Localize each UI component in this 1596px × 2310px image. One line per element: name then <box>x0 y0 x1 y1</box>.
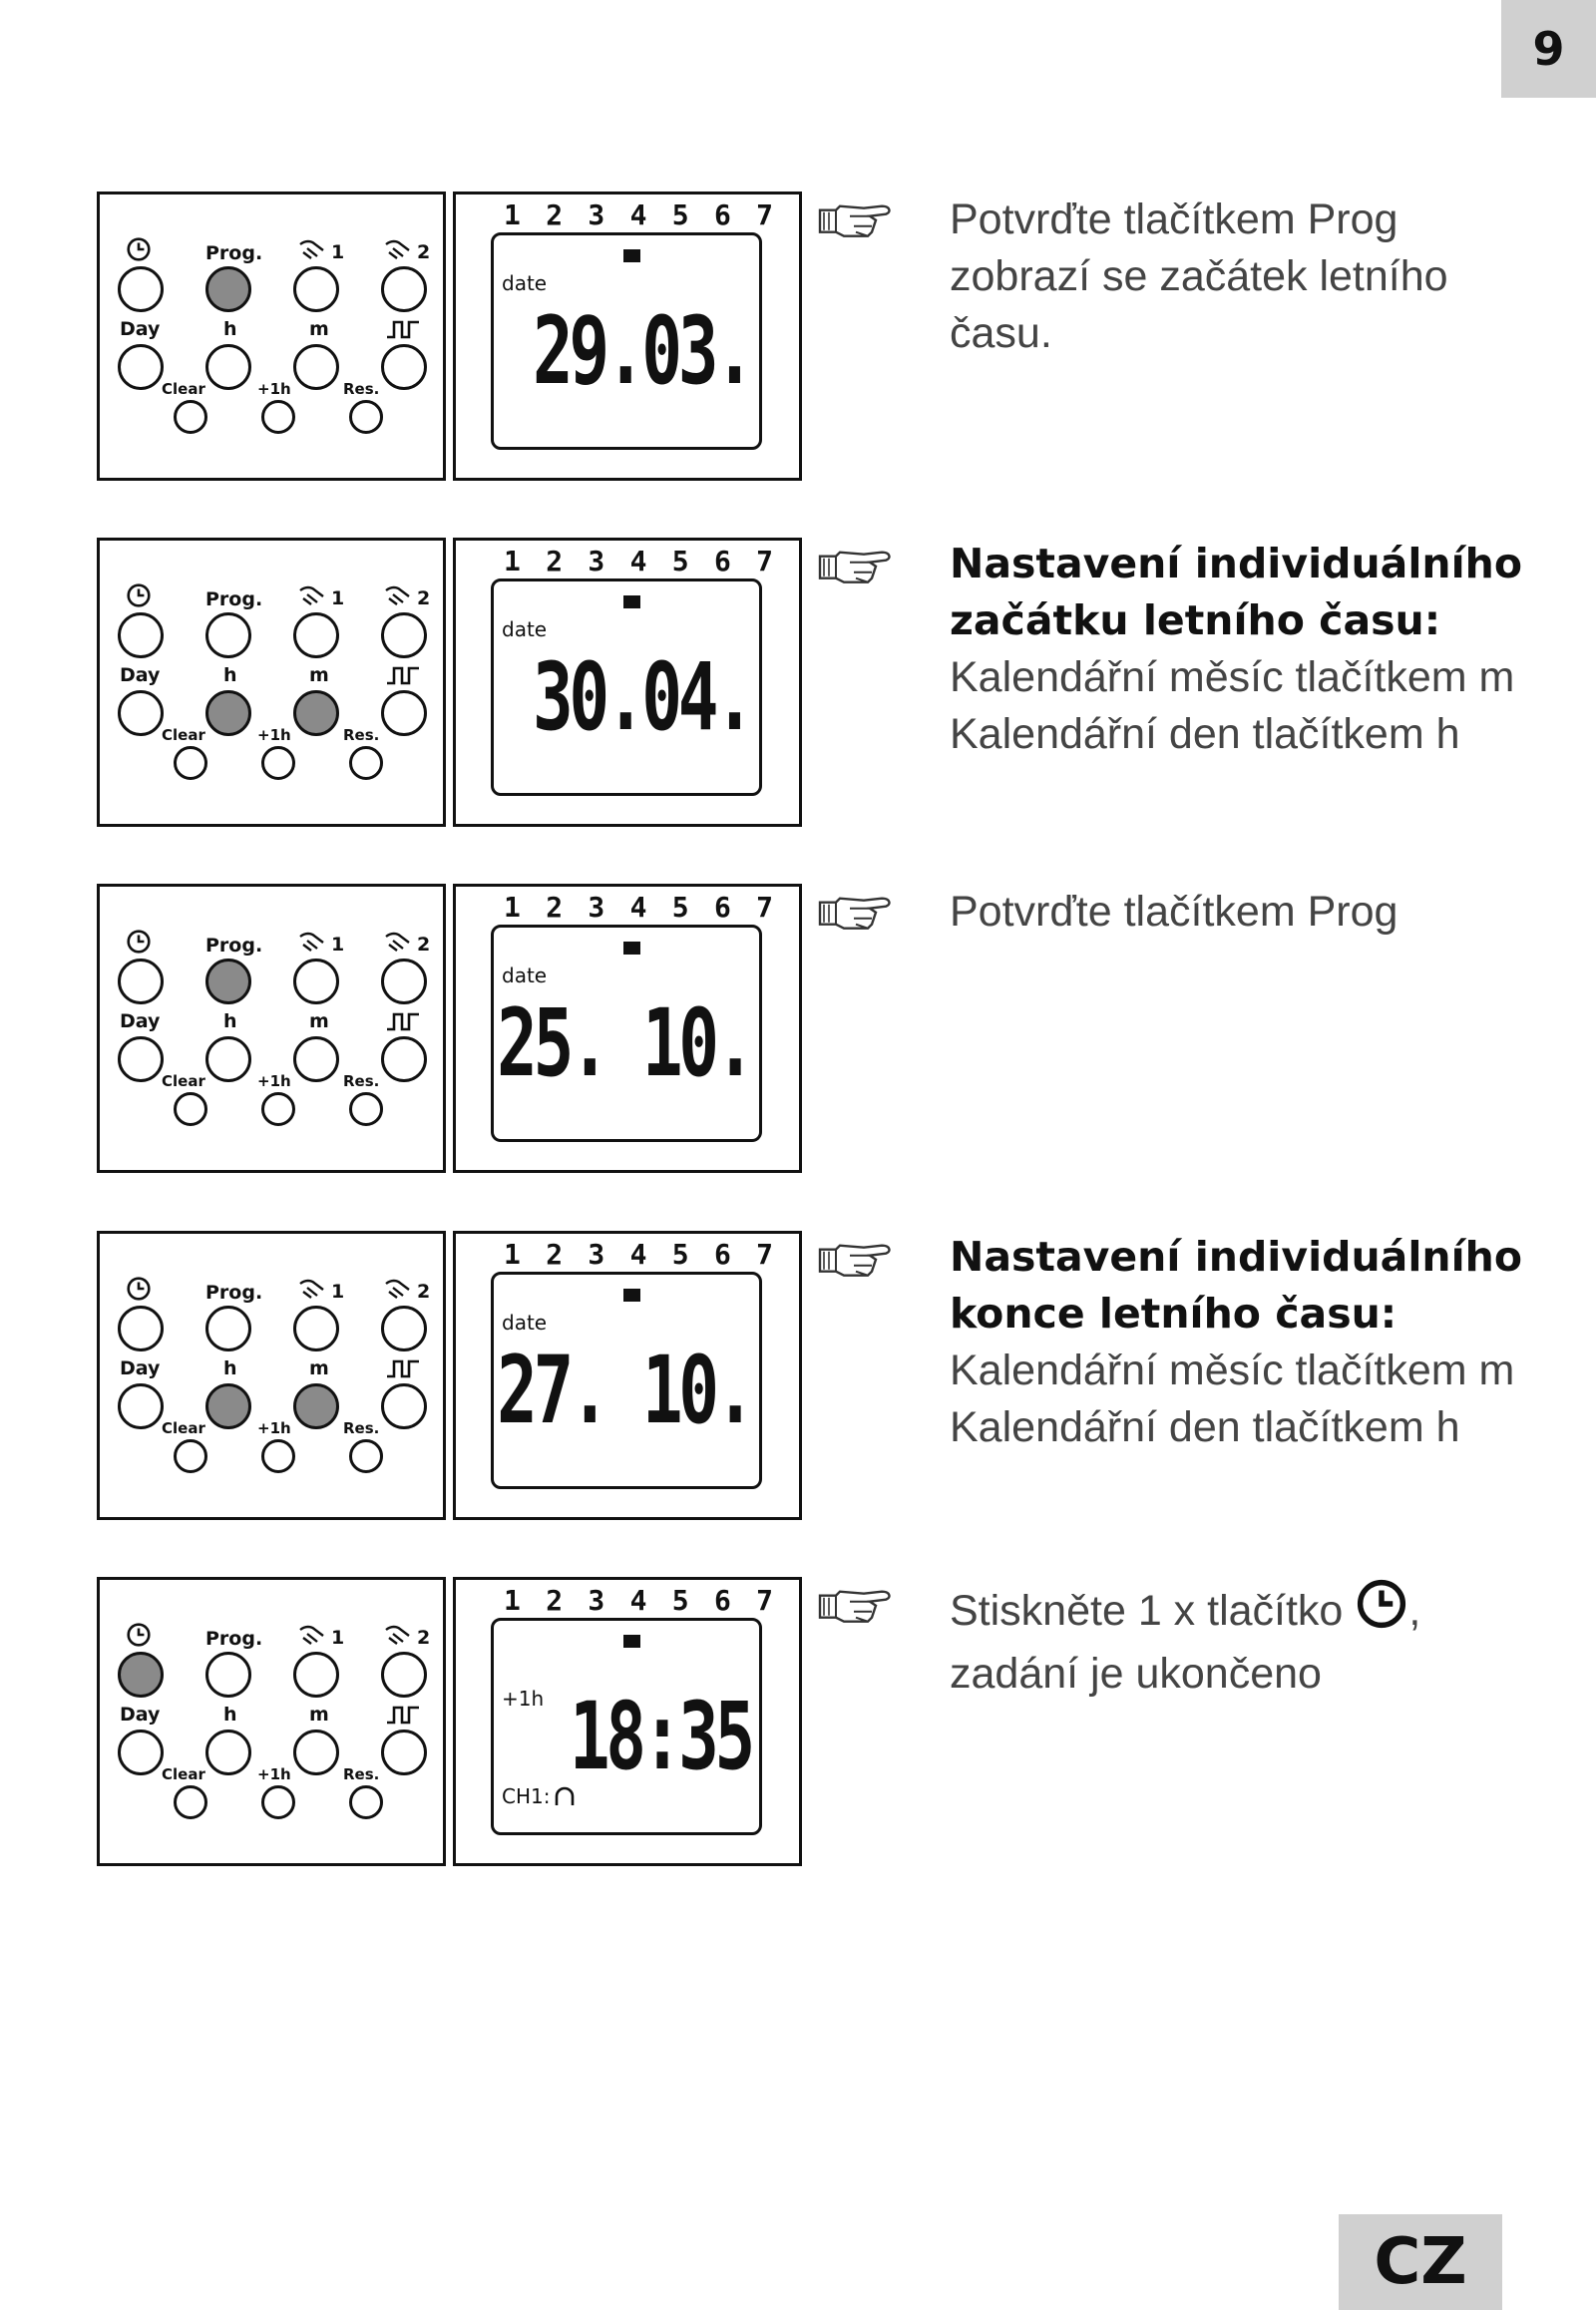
plus1h-label: +1h <box>257 1765 291 1783</box>
plus1h-button[interactable] <box>261 746 295 780</box>
res-label: Res. <box>343 1072 380 1090</box>
step-text <box>950 192 1568 362</box>
day-label: Day <box>120 1010 161 1032</box>
lcd-digits: 18:35 <box>569 1683 751 1791</box>
day-indicator <box>623 942 640 955</box>
day-indicator <box>623 1635 640 1648</box>
prog-button[interactable] <box>205 612 251 658</box>
weekday-number: 6 <box>713 1238 731 1271</box>
prog-button[interactable] <box>205 266 251 312</box>
step-line: času. <box>950 309 1052 357</box>
clear-button[interactable] <box>174 1785 207 1819</box>
step-line: zobrazí se začátek letního <box>950 252 1448 300</box>
m-button[interactable] <box>293 1036 339 1082</box>
step-heading: začátku letního času: <box>950 596 1441 644</box>
plus1h-label: +1h <box>257 1072 291 1090</box>
weekday-row <box>504 891 773 924</box>
weekday-number: 2 <box>546 1584 564 1617</box>
pulse-icon <box>385 1010 421 1037</box>
weekday-number: 7 <box>756 545 773 578</box>
lcd-panel <box>453 884 802 1173</box>
step-heading: Nastavení individuálního <box>950 1233 1522 1281</box>
clock-icon <box>126 236 152 267</box>
clock-icon <box>1355 1577 1408 1646</box>
hand1-button[interactable] <box>293 266 339 312</box>
lcd-label: +1h <box>502 1687 545 1711</box>
res-label: Res. <box>343 1419 380 1437</box>
m-label: m <box>309 1357 329 1379</box>
h-label: h <box>223 1704 237 1726</box>
res-button[interactable] <box>349 1092 383 1126</box>
step-line: Kalendářní měsíc tlačítkem m <box>950 1347 1515 1394</box>
step-line: zadání je ukončeno <box>950 1650 1322 1698</box>
prog-label: Prog. <box>205 588 263 610</box>
hand-icon <box>383 584 417 611</box>
page-number: 9 <box>1501 0 1596 98</box>
step-2 <box>0 538 1596 837</box>
day-button[interactable] <box>118 1036 164 1082</box>
weekday-number: 4 <box>629 545 647 578</box>
res-label: Res. <box>343 380 380 398</box>
step-4 <box>0 1231 1596 1530</box>
clear-button[interactable] <box>174 1092 207 1126</box>
hand-icon <box>297 584 331 611</box>
clear-button[interactable] <box>174 1439 207 1473</box>
weekday-number: 3 <box>588 198 605 231</box>
m-label: m <box>309 1704 329 1726</box>
hand1-button[interactable] <box>293 1652 339 1698</box>
step-1 <box>0 192 1596 491</box>
pointing-hand-icon <box>816 201 908 241</box>
pulse-button[interactable] <box>381 1383 427 1429</box>
weekday-number: 1 <box>504 545 521 578</box>
weekday-number: 7 <box>756 1238 773 1271</box>
plus1h-label: +1h <box>257 380 291 398</box>
h-button[interactable] <box>205 344 251 390</box>
step-line: Potvrďte tlačítkem Prog <box>950 195 1398 243</box>
step-line: Kalendářní den tlačítkem h <box>950 710 1460 758</box>
hand2-button[interactable] <box>381 1306 427 1351</box>
m-button[interactable] <box>293 690 339 736</box>
clock-icon <box>126 1622 152 1653</box>
pointing-hand-icon <box>816 1241 908 1281</box>
keypad-panel <box>97 884 446 1173</box>
weekday-number: 1 <box>504 1584 521 1617</box>
h-label: h <box>223 1357 237 1379</box>
res-button[interactable] <box>349 400 383 434</box>
lcd-screen <box>491 578 762 796</box>
weekday-number: 2 <box>546 1238 564 1271</box>
hand-icon <box>383 1624 417 1651</box>
lcd-panel <box>453 1231 802 1520</box>
weekday-number: 1 <box>504 1238 521 1271</box>
step-line <box>950 1577 1568 1646</box>
weekday-number: 5 <box>671 545 689 578</box>
res-button[interactable] <box>349 746 383 780</box>
res-label: Res. <box>343 726 380 744</box>
lcd-label: date <box>502 1311 548 1335</box>
pointing-hand-icon <box>816 894 908 934</box>
weekday-number: 4 <box>629 891 647 924</box>
channel-off-icon <box>552 1784 578 1808</box>
pointing-hand-icon <box>816 548 908 587</box>
res-button[interactable] <box>349 1785 383 1819</box>
hand1-label: 1 <box>331 1626 345 1649</box>
weekday-number: 3 <box>588 1238 605 1271</box>
h-button[interactable] <box>205 1036 251 1082</box>
h-label: h <box>223 1010 237 1032</box>
pulse-icon <box>385 1357 421 1384</box>
keypad-panel <box>97 1577 446 1866</box>
hand2-label: 2 <box>417 933 431 956</box>
h-label: h <box>223 664 237 686</box>
hand2-button[interactable] <box>381 266 427 312</box>
clear-label: Clear <box>162 380 205 398</box>
weekday-row <box>504 545 773 578</box>
step-line: Potvrďte tlačítkem Prog <box>950 888 1398 936</box>
step-line: Kalendářní měsíc tlačítkem m <box>950 653 1515 701</box>
weekday-number: 1 <box>504 891 521 924</box>
hand2-label: 2 <box>417 240 431 263</box>
hand2-button[interactable] <box>381 959 427 1004</box>
lcd-screen <box>491 925 762 1142</box>
lcd-digits: 29.03. <box>533 297 751 406</box>
weekday-number: 7 <box>756 891 773 924</box>
weekday-number: 2 <box>546 198 564 231</box>
lcd-digits: 25. 10. <box>497 989 751 1098</box>
clock-icon <box>126 1276 152 1307</box>
weekday-number: 5 <box>671 891 689 924</box>
weekday-number: 5 <box>671 198 689 231</box>
prog-button[interactable] <box>205 1306 251 1351</box>
step-text <box>950 536 1568 763</box>
hand2-label: 2 <box>417 586 431 609</box>
weekday-number: 2 <box>546 891 564 924</box>
clock-button[interactable] <box>118 612 164 658</box>
lcd-panel <box>453 192 802 481</box>
clock-button[interactable] <box>118 1306 164 1351</box>
hand2-label: 2 <box>417 1280 431 1303</box>
res-label: Res. <box>343 1765 380 1783</box>
step-text <box>950 1229 1568 1456</box>
day-button[interactable] <box>118 1730 164 1775</box>
step-line-text: Stiskněte 1 x tlačítko <box>950 1587 1344 1635</box>
step-text <box>950 1577 1568 1703</box>
step-5 <box>0 1577 1596 1876</box>
hand1-label: 1 <box>331 586 345 609</box>
pulse-button[interactable] <box>381 690 427 736</box>
clock-icon <box>126 929 152 960</box>
step-heading: Nastavení individuálního <box>950 540 1522 587</box>
prog-button[interactable] <box>205 1652 251 1698</box>
lcd-panel <box>453 1577 802 1866</box>
pulse-button[interactable] <box>381 344 427 390</box>
weekday-number: 3 <box>588 891 605 924</box>
lcd-label: date <box>502 963 548 987</box>
weekday-number: 7 <box>756 198 773 231</box>
prog-label: Prog. <box>205 1282 263 1304</box>
m-label: m <box>309 1010 329 1032</box>
res-button[interactable] <box>349 1439 383 1473</box>
plus1h-button[interactable] <box>261 1439 295 1473</box>
weekday-row <box>504 1584 773 1617</box>
day-label: Day <box>120 1704 161 1726</box>
hand1-button[interactable] <box>293 612 339 658</box>
lcd-digits: 30.04. <box>533 643 751 752</box>
step-text <box>950 884 1568 941</box>
m-button[interactable] <box>293 1383 339 1429</box>
clear-button[interactable] <box>174 746 207 780</box>
weekday-number: 3 <box>588 1584 605 1617</box>
step-heading: konce letního času: <box>950 1290 1397 1338</box>
hand1-button[interactable] <box>293 1306 339 1351</box>
m-label: m <box>309 318 329 340</box>
weekday-number: 4 <box>629 1238 647 1271</box>
day-label: Day <box>120 1357 161 1379</box>
m-button[interactable] <box>293 344 339 390</box>
language-tab: CZ <box>1339 2214 1502 2310</box>
prog-label: Prog. <box>205 1628 263 1650</box>
pointing-hand-icon <box>816 1587 908 1627</box>
hand-icon <box>297 931 331 958</box>
day-label: Day <box>120 318 161 340</box>
pulse-icon <box>385 664 421 691</box>
lcd-label: date <box>502 617 548 641</box>
clock-button[interactable] <box>118 1652 164 1698</box>
hand-icon <box>297 1278 331 1305</box>
weekday-number: 6 <box>713 1584 731 1617</box>
step-line: Kalendářní den tlačítkem h <box>950 1403 1460 1451</box>
m-button[interactable] <box>293 1730 339 1775</box>
channel-label: CH1: <box>502 1784 551 1808</box>
hand1-label: 1 <box>331 933 345 956</box>
h-button[interactable] <box>205 690 251 736</box>
pulse-button[interactable] <box>381 1730 427 1775</box>
lcd-panel <box>453 538 802 827</box>
clear-label: Clear <box>162 1419 205 1437</box>
weekday-number: 5 <box>671 1584 689 1617</box>
hand1-label: 1 <box>331 1280 345 1303</box>
prog-button[interactable] <box>205 959 251 1004</box>
clear-label: Clear <box>162 1765 205 1783</box>
plus1h-label: +1h <box>257 1419 291 1437</box>
plus1h-label: +1h <box>257 726 291 744</box>
hand-icon <box>297 238 331 265</box>
hand1-button[interactable] <box>293 959 339 1004</box>
h-label: h <box>223 318 237 340</box>
keypad-panel <box>97 192 446 481</box>
weekday-number: 2 <box>546 545 564 578</box>
plus1h-button[interactable] <box>261 400 295 434</box>
weekday-number: 5 <box>671 1238 689 1271</box>
weekday-number: 3 <box>588 545 605 578</box>
lcd-label: date <box>502 271 548 295</box>
lcd-screen <box>491 1618 762 1835</box>
weekday-number: 4 <box>629 198 647 231</box>
h-button[interactable] <box>205 1730 251 1775</box>
day-indicator <box>623 595 640 608</box>
hand2-button[interactable] <box>381 612 427 658</box>
lcd-screen <box>491 232 762 450</box>
weekday-number: 6 <box>713 891 731 924</box>
lcd-screen <box>491 1272 762 1489</box>
clock-icon <box>126 582 152 613</box>
keypad-panel <box>97 538 446 827</box>
hand-icon <box>383 1278 417 1305</box>
hand2-label: 2 <box>417 1626 431 1649</box>
weekday-number: 6 <box>713 198 731 231</box>
h-button[interactable] <box>205 1383 251 1429</box>
day-label: Day <box>120 664 161 686</box>
day-indicator <box>623 249 640 262</box>
step-line-punct: , <box>1408 1587 1421 1635</box>
clear-button[interactable] <box>174 400 207 434</box>
plus1h-button[interactable] <box>261 1092 295 1126</box>
step-3 <box>0 884 1596 1183</box>
clear-label: Clear <box>162 726 205 744</box>
weekday-number: 1 <box>504 198 521 231</box>
pulse-button[interactable] <box>381 1036 427 1082</box>
weekday-number: 4 <box>629 1584 647 1617</box>
keypad-panel <box>97 1231 446 1520</box>
pulse-icon <box>385 318 421 345</box>
m-label: m <box>309 664 329 686</box>
day-indicator <box>623 1289 640 1302</box>
hand-icon <box>383 238 417 265</box>
prog-label: Prog. <box>205 935 263 957</box>
day-button[interactable] <box>118 690 164 736</box>
hand1-label: 1 <box>331 240 345 263</box>
plus1h-button[interactable] <box>261 1785 295 1819</box>
weekday-row <box>504 1238 773 1271</box>
clock-button[interactable] <box>118 959 164 1004</box>
hand-icon <box>383 931 417 958</box>
day-button[interactable] <box>118 344 164 390</box>
prog-label: Prog. <box>205 242 263 264</box>
weekday-number: 7 <box>756 1584 773 1617</box>
hand-icon <box>297 1624 331 1651</box>
weekday-row <box>504 198 773 231</box>
weekday-number: 6 <box>713 545 731 578</box>
hand2-button[interactable] <box>381 1652 427 1698</box>
clear-label: Clear <box>162 1072 205 1090</box>
pulse-icon <box>385 1704 421 1731</box>
day-button[interactable] <box>118 1383 164 1429</box>
lcd-digits: 27. 10. <box>497 1337 751 1445</box>
clock-button[interactable] <box>118 266 164 312</box>
